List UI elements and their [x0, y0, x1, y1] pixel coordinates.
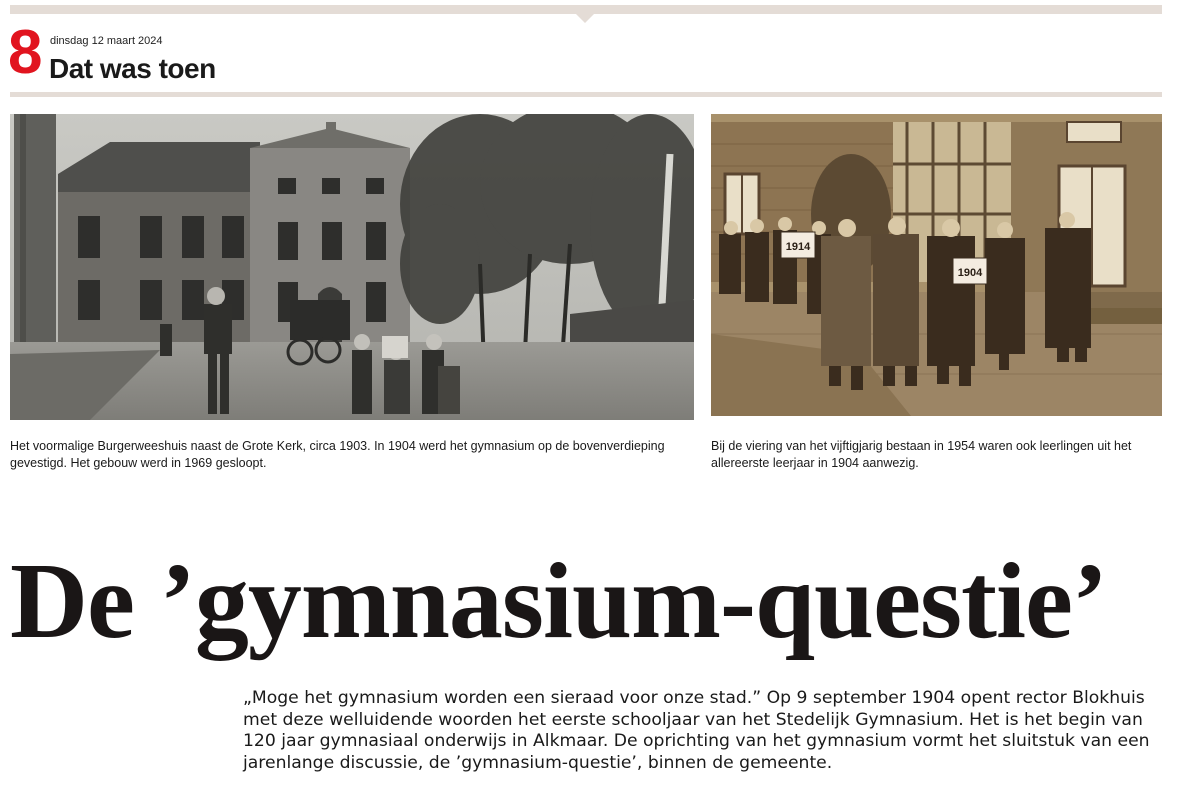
top-rule: [10, 5, 1162, 14]
issue-date: dinsdag 12 maart 2024: [50, 35, 163, 47]
historic-building-illustration: [10, 114, 694, 420]
article-headline: De ’gymnasium-questie’: [10, 542, 1107, 661]
photo-caption-2: Bij de viering van het vijftigjarig bestaan in 1954 waren ook leerlingen uit het allereerste leerjaar in 1904 aanwezig.: [711, 439, 1132, 470]
page-number: 8: [8, 18, 41, 87]
top-rule-notch: [576, 14, 594, 23]
historic-building-photo: [10, 114, 694, 420]
procession-illustration: [711, 114, 1162, 416]
section-title: Dat was toen: [49, 53, 216, 84]
sign-1914: 1914: [785, 241, 811, 253]
photo-caption-1: Het voormalige Burgerweeshuis naast de Grote Kerk, circa 1903. In 1904 werd het gymnasium op de bovenverdieping gevestigd. Het gebouw werd in 1969 gesloopt.: [10, 439, 665, 470]
article-intro: „Moge het gymnasium worden een sieraad voor onze stad.” Op 9 september 1904 opent rector Blokhuis met deze welluidende woorden het eerste schooljaar van het Stedelijk Gymnasium. Het is het begin van 120 jaar gymnasiaal onderwijs in Alkmaar. De oprichting van het gymnasium vormt het sluitstuk van een jarenlange discussie, de ’gymnasium-questie’, binnen de gemeente.: [243, 688, 1150, 773]
sign-1904: 1904: [957, 267, 983, 279]
header-rule: [10, 92, 1162, 97]
group-procession-photo: [711, 114, 1162, 416]
